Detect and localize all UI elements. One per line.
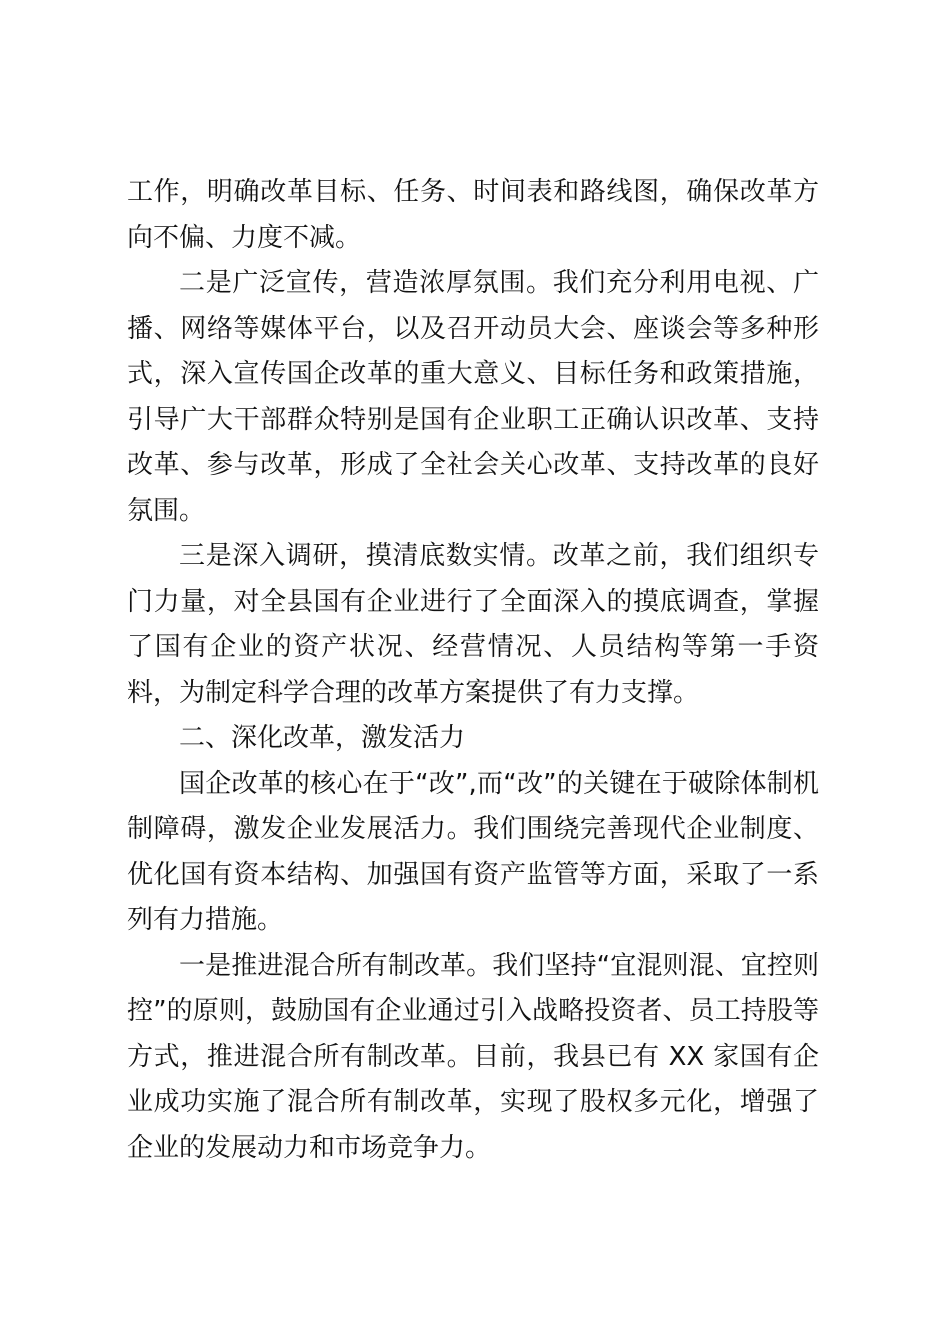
paragraph-publicity: 二是广泛宣传，营造浓厚氛围。我们充分利用电视、广播、网络等媒体平台，以及召开动员大会、座谈会等多种形式，深入宣传国企改革的重大意义、目标任务和政策措施，引导广大干部群众特别是国有企业职工正确认识改革、支持改革、参与改革，形成了全社会关心改革、支持改革的良好氛围。 — [127, 268, 819, 526]
paragraph-research: 三是深入调研，摸清底数实情。改革之前，我们组织专门力量，对全县国有企业进行了全面深入的摸底调查，掌握了国有企业的资产状况、经营情况、人员结构等第一手资料，为制定科学合理的改革方案提供了有力支撑。 — [127, 541, 819, 708]
body-text — [127, 170, 819, 1171]
paragraph-mixed-ownership: 一是推进混合所有制改革。我们坚持“宜混则混、宜控则控”的原则，鼓励国有企业通过引入战略投资者、员工持股等方式，推进混合所有制改革。目前，我县已有 XX 家国有企业成功实施了混合所有制改革，实现了股权多元化，增强了企业的发展动力和市场竞争力。 — [127, 950, 819, 1163]
paragraph-continuation: 工作，明确改革目标、任务、时间表和路线图，确保改革方向不偏、力度不减。 — [127, 177, 819, 253]
paragraph-reform-core: 国企改革的核心在于“改”,而“改”的关键在于破除体制机制障碍，激发企业发展活力。我们围绕完善现代企业制度、优化国有资本结构、加强国有资产监管等方面，采取了一系列有力措施。 — [127, 768, 819, 935]
section-heading-deepen-reform: 二、深化改革，激发活力 — [179, 723, 466, 753]
